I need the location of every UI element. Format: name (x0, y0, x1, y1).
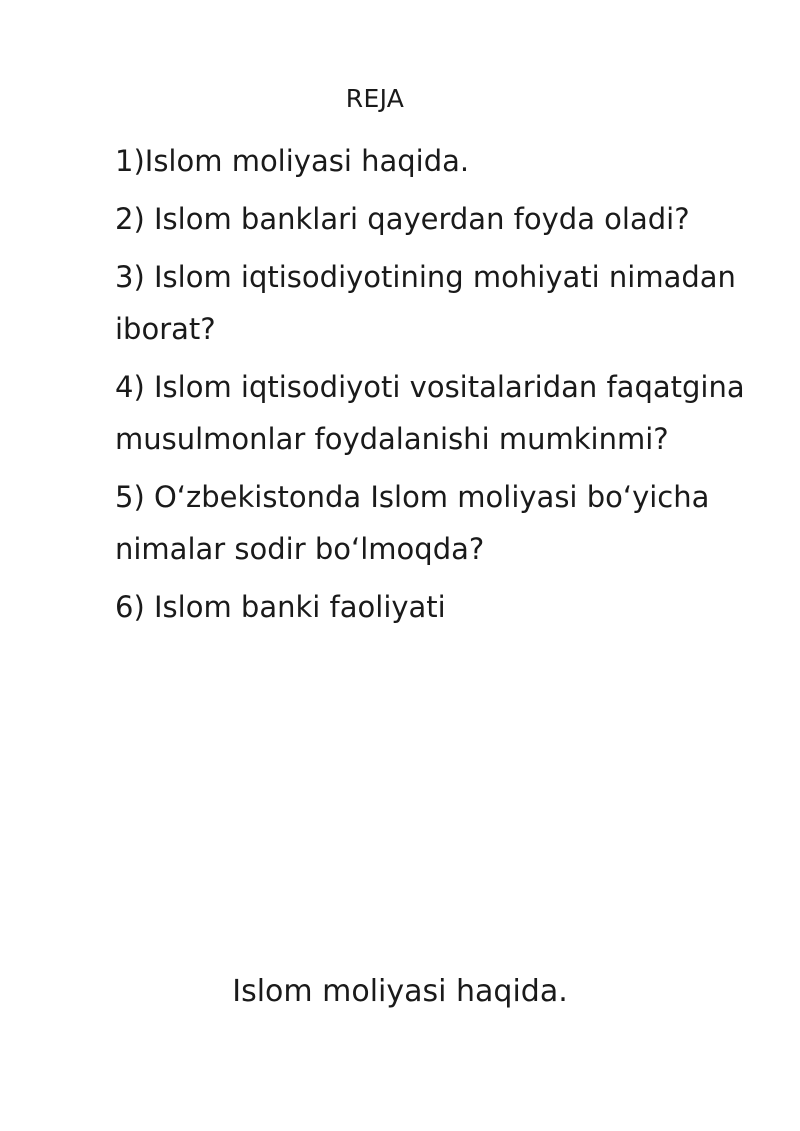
plan-item-5: 5) O‘zbekistonda Islom moliyasi bo‘yicha nimalar sodir bo‘lmoqda? (115, 480, 710, 566)
plan-item-1: 1)Islom moliyasi haqida. (115, 144, 470, 178)
plan-list (115, 135, 775, 639)
plan-item-2: 2) Islom banklari qayerdan foyda oladi? (115, 202, 690, 236)
plan-title: REJA (345, 84, 405, 113)
plan-item-3: 3) Islom iqtisodiyotining mohiyati nimadan iborat? (115, 260, 736, 346)
section-heading: Islom moliyasi haqida. (232, 974, 568, 1009)
plan-item-4: 4) Islom iqtisodiyoti vositalaridan faqatgina musulmonlar foydalanishi mumkinmi? (115, 370, 745, 456)
plan-item-6: 6) Islom banki faoliyati (115, 590, 446, 624)
